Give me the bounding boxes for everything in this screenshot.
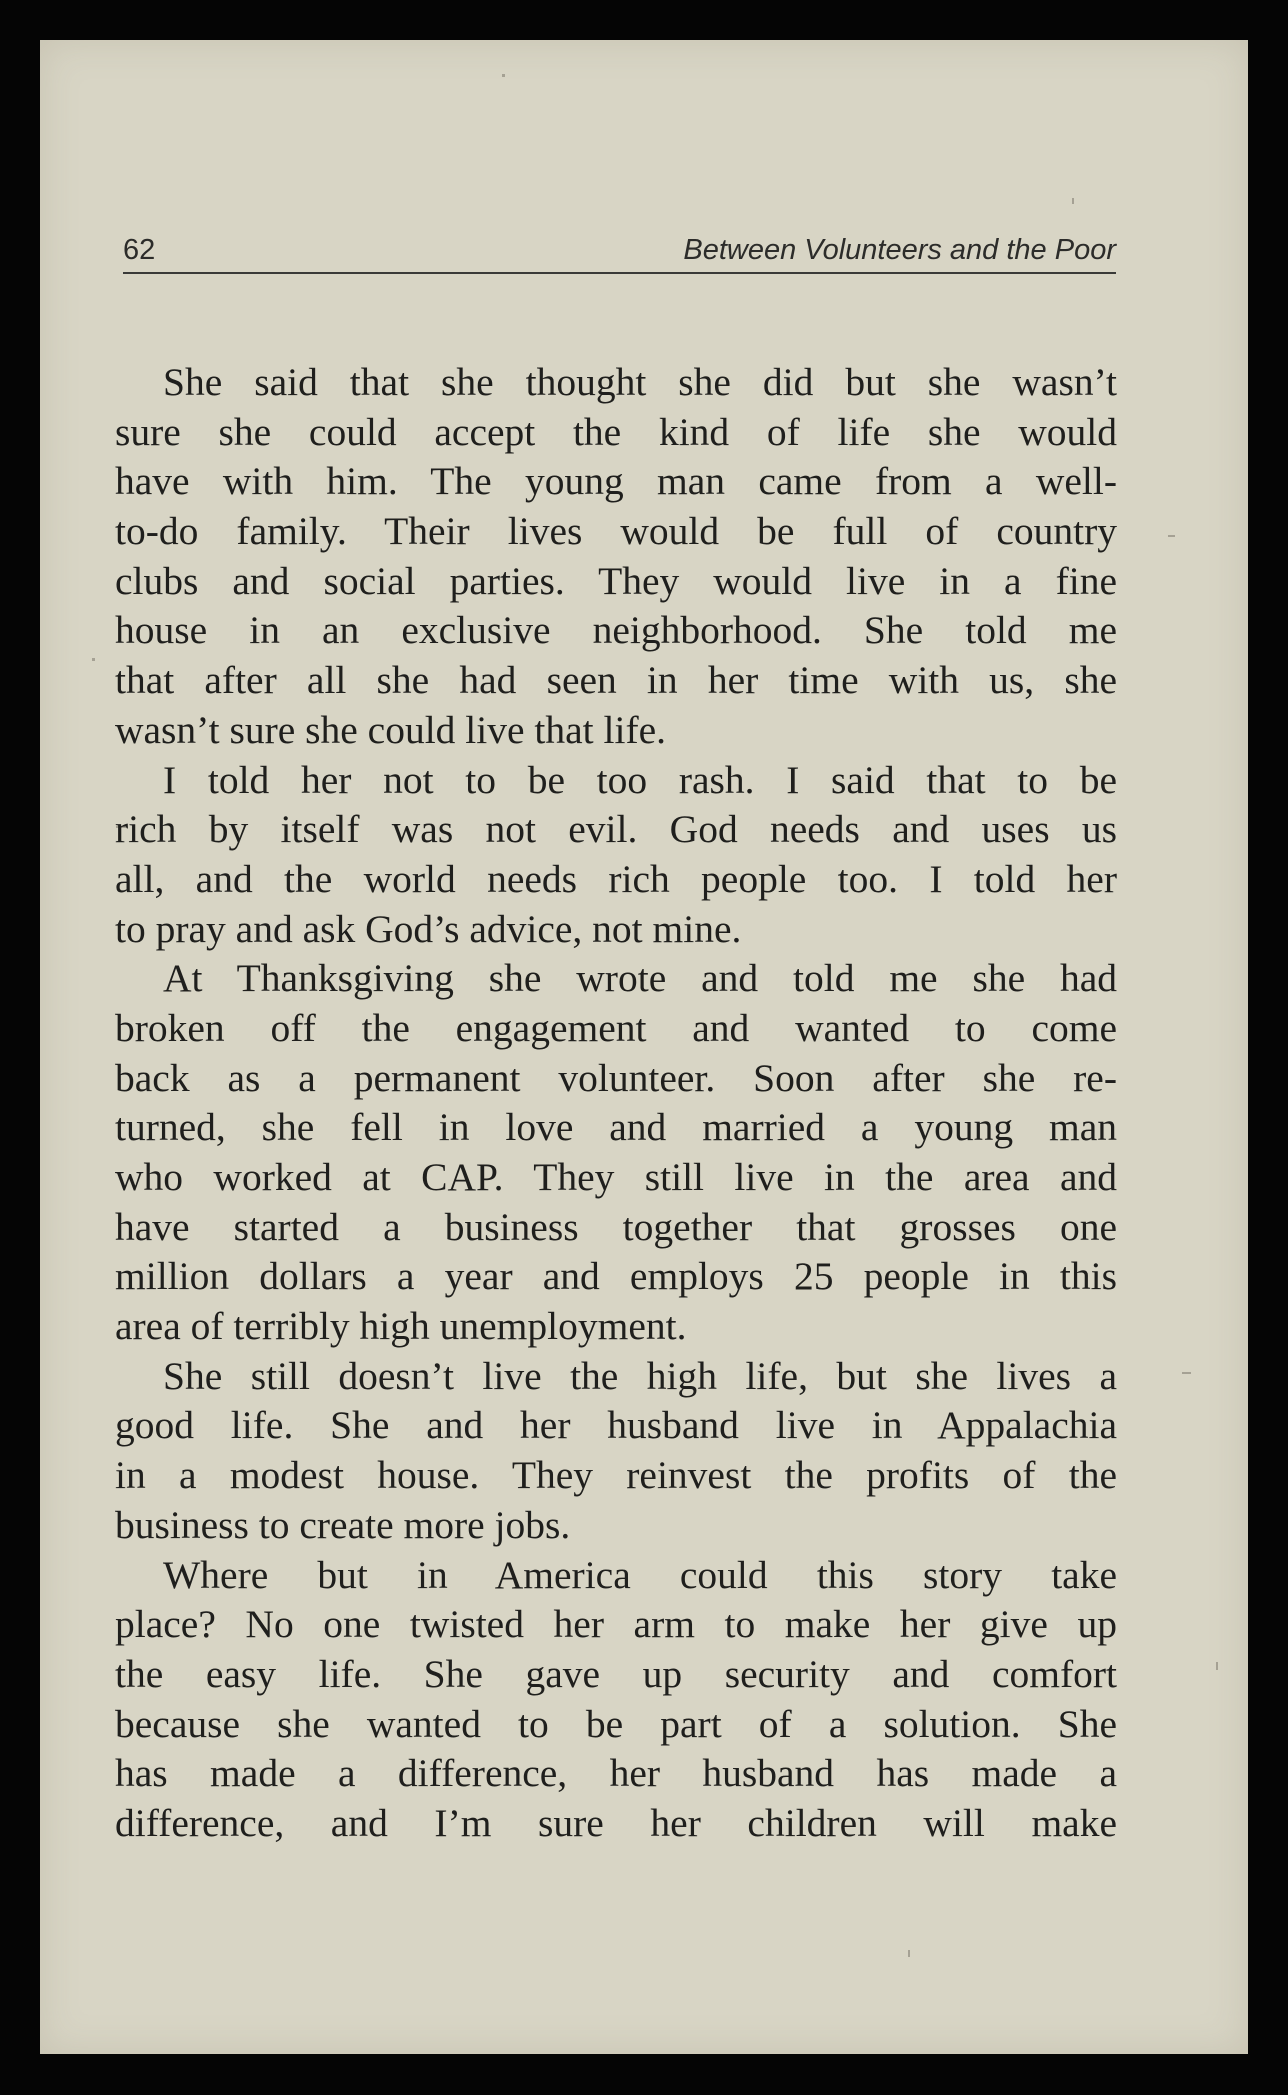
text-line: clubs and social parties. They would live in a fine [115, 558, 1117, 603]
running-head [123, 232, 1116, 274]
text-line: to-do family. Their lives would be full of country [115, 509, 1117, 554]
text-line: Where but in America could this story take [163, 1552, 1117, 1597]
text-line: business to create more jobs. [115, 1502, 571, 1547]
text-line: good life. She and her husband live in Appalachia [115, 1403, 1117, 1448]
text-line: wasn’t sure she could live that life. [115, 707, 667, 752]
paper-speck [92, 658, 95, 661]
text-line: rich by itself was not evil. God needs and uses us [115, 807, 1117, 852]
body-text [115, 358, 1117, 1849]
text-line: back as a permanent volunteer. Soon after she re- [115, 1055, 1117, 1100]
text-line: At Thanksgiving she wrote and told me she had [163, 956, 1117, 1001]
paper-speck [1072, 198, 1074, 204]
paper-speck [908, 1950, 910, 1957]
text-line: in a modest house. They reinvest the profits of the [115, 1453, 1117, 1498]
paragraph [115, 756, 1117, 955]
text-line: broken off the engagement and wanted to come [115, 1005, 1117, 1050]
paragraph [115, 1551, 1117, 1849]
paragraph [115, 358, 1117, 756]
text-line: turned, she fell in love and married a young man [115, 1105, 1117, 1150]
paragraph [115, 1352, 1117, 1551]
text-line: the easy life. She gave up security and comfort [115, 1651, 1117, 1696]
text-line: all, and the world needs rich people too. I told her [115, 856, 1117, 901]
paragraph [115, 954, 1117, 1352]
text-line: because she wanted to be part of a solution. She [115, 1701, 1117, 1746]
paper-speck [1182, 1372, 1191, 1374]
text-line: to pray and ask God’s advice, not mine. [115, 906, 742, 951]
text-line: sure she could accept the kind of life she would [115, 409, 1117, 454]
text-line: I told her not to be too rash. I said that to be [163, 757, 1117, 802]
text-line: million dollars a year and employs 25 people in this [115, 1254, 1117, 1299]
paper-speck [1168, 535, 1175, 537]
text-line: who worked at CAP. They still live in the area and [115, 1155, 1117, 1199]
text-line: She said that she thought she did but she wasn’t [163, 360, 1117, 404]
paper-speck [502, 74, 505, 77]
text-line: house in an exclusive neighborhood. She told me [115, 608, 1117, 653]
running-title: Between Volunteers and the Poor [683, 234, 1116, 266]
page-number: 62 [123, 234, 156, 266]
text-line: She still doesn’t live the high life, but she lives a [163, 1353, 1117, 1398]
paper-speck [1216, 1662, 1218, 1670]
text-line: have started a business together that grosses one [115, 1204, 1117, 1249]
text-line: have with him. The young man came from a well- [115, 459, 1117, 504]
text-line: area of terribly high unemployment. [115, 1304, 687, 1349]
text-line: has made a difference, her husband has made a [115, 1751, 1117, 1796]
text-line: place? No one twisted her arm to make her give up [115, 1602, 1117, 1647]
text-line: that after all she had seen in her time with us, she [115, 658, 1117, 703]
text-line: difference, and I’m sure her children will make [115, 1800, 1117, 1845]
